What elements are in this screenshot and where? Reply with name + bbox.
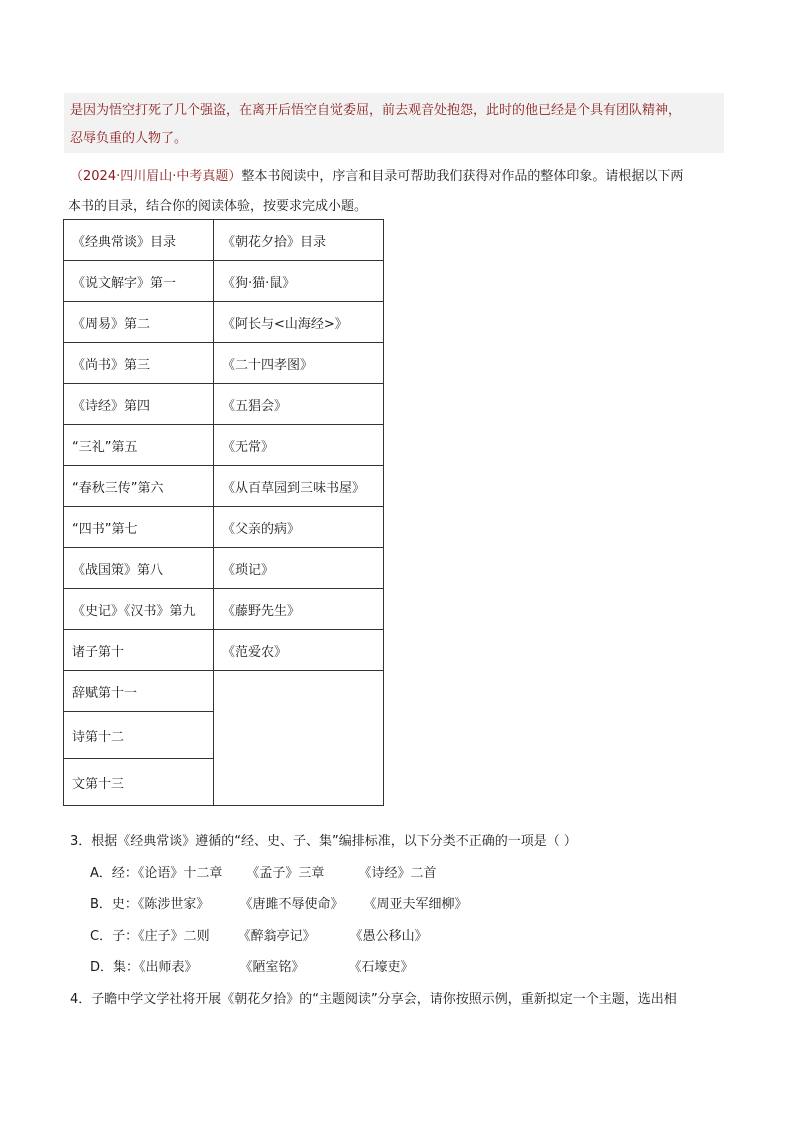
table-row	[64, 466, 384, 507]
table-row	[64, 630, 384, 671]
answer-line-1: 是因为悟空打死了几个强盗，在离开后悟空自觉委屈，前去观音处抱怨，此时的他已经是个具有团队精神，	[70, 103, 682, 118]
table-cell-right: 《琐记》	[214, 548, 384, 589]
table-row	[64, 261, 384, 302]
table-cell-right: 《无常》	[214, 425, 384, 466]
questions-section	[70, 826, 750, 1015]
table-cell-right: 《藤野先生》	[214, 589, 384, 630]
table-cell-right: 《阿长与<山海经>》	[214, 302, 384, 343]
table-row	[64, 425, 384, 466]
option-item: 《诗经》二首	[358, 865, 437, 881]
question-intro	[70, 162, 730, 222]
table-row	[64, 384, 384, 425]
option-item: 《出师表》	[139, 960, 198, 975]
table-cell-left: 《史记》《汉书》第九	[64, 589, 214, 630]
option-item: 《孟子》三章	[246, 865, 325, 881]
table-header-right: 《朝花夕拾》目录	[214, 220, 384, 261]
table-row	[64, 507, 384, 548]
table-header-left: 《经典常谈》目录	[64, 220, 214, 261]
option-item: 《陈涉世家》	[137, 897, 210, 912]
option-item: 《陋室铭》	[239, 960, 305, 975]
table-row	[64, 343, 384, 384]
table-cell-right: 《父亲的病》	[214, 507, 384, 548]
option-item: 《庄子》二则	[138, 928, 210, 944]
table-cell-left: “春秋三传”第六	[64, 466, 214, 507]
option-item: 《论语》十二章	[137, 865, 223, 881]
question-3-option-c	[70, 921, 750, 953]
table-cell-right-empty	[214, 671, 384, 806]
table-row	[64, 589, 384, 630]
table-cell-left: 《诗经》第四	[64, 384, 214, 425]
table-cell-left: 《说文解字》第一	[64, 261, 214, 302]
table-cell-right: 《从百草园到三味书屋》	[214, 466, 384, 507]
option-label: A．经：	[90, 865, 138, 881]
exam-source: （2024·四川眉山·中考真题）	[70, 169, 242, 184]
table-cell-left: “三礼”第五	[64, 425, 214, 466]
question-3-option-b	[70, 889, 750, 921]
table-cell-left: 诸子第十	[64, 630, 214, 671]
table-cell-right: 《范爱农》	[214, 630, 384, 671]
table-cell-right: 《二十四孝图》	[214, 343, 384, 384]
table-cell-right: 《五猖会》	[214, 384, 384, 425]
table-of-contents-comparison	[63, 219, 384, 806]
table-row	[64, 548, 384, 589]
question-4-stem: 4．子瞻中学文学社将开展《朝花夕拾》的“主题阅读”分享会，请你按照示例，重新拟定一个主题，选出相	[70, 991, 677, 1007]
table-cell-left: 诗第十二	[64, 712, 214, 759]
table-cell-left: “四书”第七	[64, 507, 214, 548]
option-item: 《醉翁亭记》	[237, 928, 316, 944]
option-item: 《石壕吏》	[348, 960, 414, 975]
intro-line-2: 本书的目录，结合你的阅读体验，按要求完成小题。	[68, 199, 368, 214]
option-item: 《唐雎不辱使命》	[239, 897, 344, 912]
question-3-option-d	[70, 952, 750, 984]
previous-answer-block	[64, 93, 724, 153]
intro-text: 整本书阅读中，序言和目录可帮助我们获得对作品的整体印象。请根据以下两	[241, 169, 684, 184]
intro-line-1	[70, 162, 730, 192]
question-3-option-a	[70, 858, 750, 890]
table-cell-left: 文第十三	[64, 759, 214, 806]
table-row	[64, 302, 384, 343]
answer-line-2: 忍辱负重的人物了。	[70, 131, 188, 146]
table-cell-left: 《周易》第二	[64, 302, 214, 343]
table-cell-left: 《尚书》第三	[64, 343, 214, 384]
option-label: D．集：	[90, 960, 140, 975]
option-item: 《周亚夫军细柳》	[363, 897, 468, 912]
table-cell-left: 《战国策》第八	[64, 548, 214, 589]
table-cell-left: 辞赋第十一	[64, 671, 214, 712]
option-label: C．子：	[90, 928, 139, 944]
table-row	[64, 671, 384, 712]
table-cell-right: 《狗·猫·鼠》	[214, 261, 384, 302]
question-3-stem: 3．根据《经典常谈》遵循的“经、史、子、集”编排标准，以下分类不正确的一项是（ ）	[70, 834, 577, 849]
table-header-row	[64, 220, 384, 261]
option-item: 《愚公移山》	[349, 928, 428, 944]
option-label: B．史：	[90, 897, 138, 912]
